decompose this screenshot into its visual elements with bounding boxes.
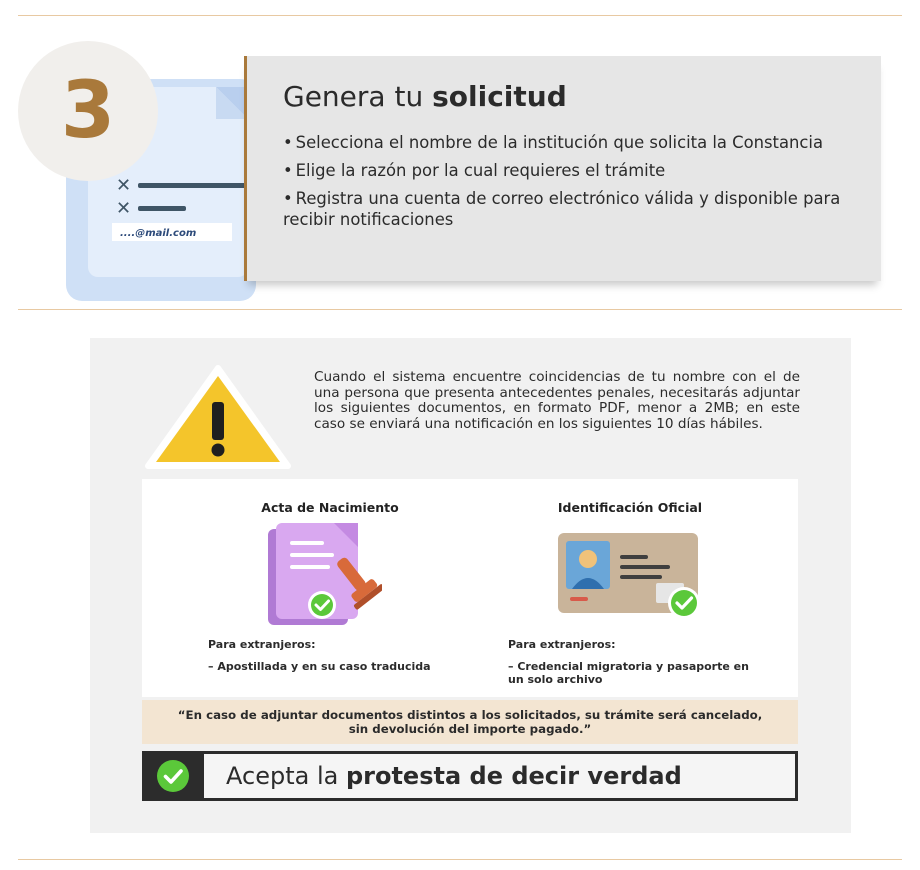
document-birth-certificate bbox=[142, 479, 462, 697]
birth-certificate-icon bbox=[264, 523, 382, 629]
warning-box bbox=[90, 338, 851, 833]
document-official-id bbox=[442, 479, 762, 697]
list-item: • Elige la razón por la cual requieres el trámite bbox=[283, 161, 666, 180]
required-documents bbox=[142, 479, 798, 697]
middle-divider bbox=[18, 309, 902, 310]
step-panel bbox=[244, 56, 881, 281]
accept-label bbox=[204, 751, 798, 801]
cancellation-notice bbox=[142, 700, 798, 744]
list-item: • Selecciona el nombre de la institución que solicita la Constancia bbox=[283, 133, 824, 152]
accept-declaration bbox=[142, 751, 798, 801]
top-divider bbox=[18, 15, 902, 16]
x-mark-icon: ✕ bbox=[116, 198, 132, 219]
warning-triangle-icon bbox=[144, 364, 292, 472]
step-title bbox=[283, 80, 567, 113]
x-mark-icon: ✕ bbox=[116, 175, 132, 196]
document-requirement: – Credencial migratoria y pasaporte en un solo archivo bbox=[508, 660, 749, 686]
document-title: Identificación Oficial bbox=[557, 500, 703, 515]
notice-text: “En caso de adjuntar documentos distintos a los solicitados, su trámite será cancelado, sin devolución del importe pagado.” bbox=[177, 708, 763, 736]
warning-text: Cuando el sistema encuentre coincidencias de tu nombre con el de una persona que presenta antecedentes penales, necesitarás adjuntar los siguientes documentos, en formato PDF, menor a 2MB; en este caso se enviará una notificación en los siguientes 10 días hábiles. bbox=[314, 369, 800, 432]
document-subheading: Para extranjeros: bbox=[208, 638, 316, 651]
step-bullet-list bbox=[283, 132, 863, 237]
document-title: Acta de Nacimiento bbox=[261, 500, 399, 515]
document-requirement: – Apostillada y en su caso traducida bbox=[208, 660, 431, 673]
step-3-section bbox=[18, 40, 888, 290]
document-subheading: Para extranjeros: bbox=[508, 638, 616, 651]
list-item: • Registra una cuenta de correo electrónico válida y disponible para recibir notificaciones bbox=[283, 189, 841, 229]
step-title-bold: solicitud bbox=[432, 80, 567, 113]
step-number-badge bbox=[18, 41, 158, 181]
step-number: 3 bbox=[60, 66, 116, 156]
id-card-icon bbox=[556, 531, 710, 623]
accept-label-bold: protesta de decir verdad bbox=[345, 762, 682, 790]
bottom-divider bbox=[18, 859, 902, 860]
step-title-regular: Genera tu bbox=[283, 80, 424, 113]
accept-label-regular: Acepta la bbox=[226, 762, 339, 790]
accept-checkbox[interactable] bbox=[142, 751, 204, 801]
check-circle-icon bbox=[155, 758, 191, 794]
email-illustration-text: ....@mail.com bbox=[120, 228, 197, 239]
